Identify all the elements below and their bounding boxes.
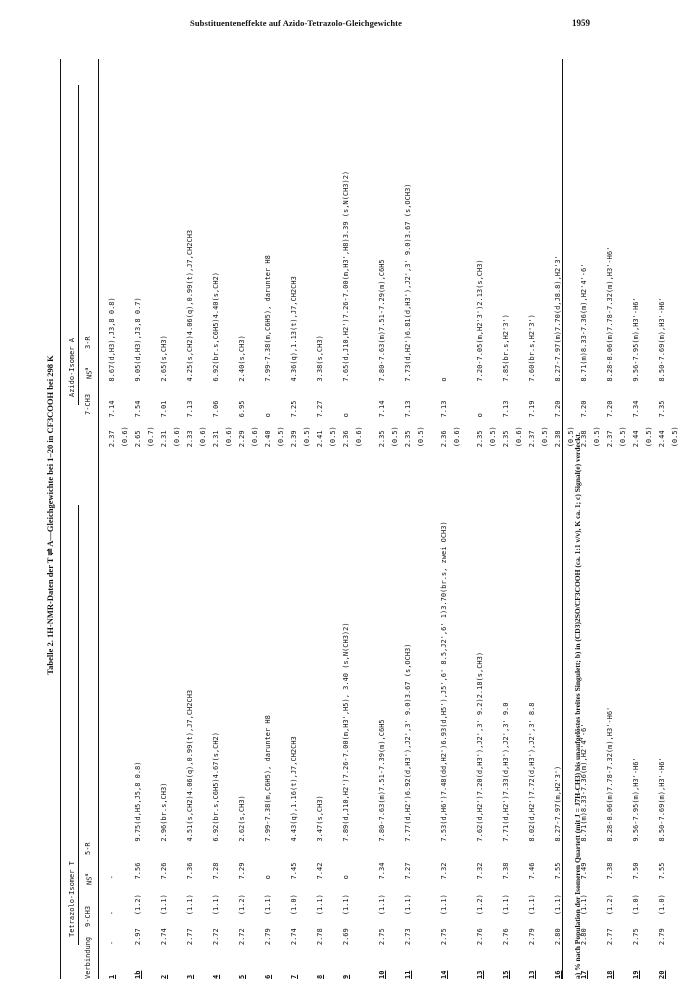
t-ns-value: (1.1)	[212, 894, 220, 916]
t-ch3-value: 2.73	[404, 928, 412, 946]
table-row	[656, 59, 682, 979]
a-ch3-value: 2.35 (0.5)	[378, 426, 399, 448]
a-r-signals: 7.99-7.38(m,C6H5), darunter H8	[264, 255, 272, 382]
t-r-signals: 8.02(d,H2')7.72(d,H3'),J2',3' 8.8	[528, 702, 536, 842]
compound-number: 11	[404, 970, 412, 979]
a-ch3-value: 2.31 (0.6)	[212, 426, 233, 448]
rotated-table	[44, 45, 679, 985]
t-r-signals: 4.43(q),1.16(t),J7,CH2CH3	[290, 736, 298, 842]
a-ch3-value: 2.39 (0.5)	[290, 426, 311, 448]
a-ns-value: 7.19	[528, 400, 536, 418]
a-ch3-value: 2.41 (0.5)	[316, 426, 337, 448]
running-title: Substituenteneffekte auf Azido-Tetrazolo-Gleichgewichte	[190, 18, 402, 28]
page-number: 1959	[572, 18, 590, 28]
a-ns-value: 7.06	[212, 400, 220, 418]
t-r-signals: 8.71(m)8.33-7.36(m),H2'4'-6'	[580, 723, 588, 842]
t-r-signals: 2.62(s,CH3)	[238, 795, 246, 842]
compound-number: 7	[290, 974, 298, 979]
a-ns-value: 7.13	[404, 400, 412, 418]
t-ch3-value: 2.74	[160, 928, 168, 946]
compound-number: 14	[440, 970, 448, 979]
table-body	[106, 59, 682, 979]
t-r-signals: 3.47(s,CH3)	[316, 795, 324, 842]
table-row	[402, 59, 428, 979]
a-ch3-value: 2.35 (0.5)	[404, 426, 425, 448]
t-5r-value: 7.38	[502, 862, 510, 880]
compound-number: 8	[316, 974, 324, 979]
a-r-signals: 4.36(q),1.13(t),J7,CH2CH3	[290, 276, 298, 382]
compound-number: 1	[108, 974, 116, 979]
a-ns-value: 7.13	[502, 400, 510, 418]
t-ns-value: (1.1)	[440, 894, 448, 916]
a-r-signals: 7.73(d,H2')6.81(d,H3'),J2',3' 9.0)3.67 (s,OCH3)	[404, 183, 412, 382]
t-r-signals: 7.53(d,H6')7.48(dd,H2')6.93(d,H5'),J5',6' 8.5,J2',6' 1)3.70(br.s, zwei OCH3)	[440, 521, 448, 842]
a-ns-value: o	[342, 413, 350, 418]
t-r-signals: 7.99-7.38(m,C6H5), darunter H8	[264, 715, 272, 842]
page-header	[40, 18, 600, 32]
t-5r-value: 7.32	[440, 862, 448, 880]
column-header-t-ns	[84, 874, 93, 885]
t-ns-value: (1.0)	[658, 894, 666, 916]
a-r-signals: 8.28-8.06(m)7.78-7.32(m),H3'-H6'	[606, 246, 614, 382]
t-ch3-value: 2.76	[476, 928, 484, 946]
t-r-signals: 8.28-8.06(m)7.78-7.32(m),H3'-H6'	[606, 706, 614, 842]
t-ch3-value: 2.79	[264, 928, 272, 946]
table-row	[604, 59, 630, 979]
group-rule-tetrazolo	[78, 505, 79, 945]
a-ns-value: 7.34	[632, 400, 640, 418]
a-ch3-value: 2.38 (0.5)	[554, 426, 575, 448]
table-row	[340, 59, 366, 979]
t-r-signals: 9.56-7.95(m),H3'-H6'	[632, 757, 640, 842]
t-ch3-value: 2.79	[528, 928, 536, 946]
a-r-signals: 4.25(s,CH2)4.06(q),0.99(t),J7,CH2CH3	[186, 229, 194, 382]
a-ch3-value: 2.37 (0.5)	[606, 426, 627, 448]
a-ch3-value: 2.35 (0.5)	[476, 426, 497, 448]
table-row	[236, 59, 262, 979]
t-ns-sup: a	[84, 873, 90, 877]
a-ch3-value: 2.36 (0.6)	[440, 426, 461, 448]
a-ns-value: 6.95	[238, 400, 246, 418]
a-ns-value: 7.13	[440, 400, 448, 418]
compound-number: 13	[476, 970, 484, 979]
table-row	[210, 59, 236, 979]
t-ch3-value: 2.76	[502, 928, 510, 946]
t-ns-value: (1.1)	[316, 894, 324, 916]
a-ns-value: 7.14	[378, 400, 386, 418]
bottom-rule	[562, 59, 563, 979]
a-ch3-value: 2.29 (0.6)	[238, 426, 259, 448]
compound-number: 15	[502, 970, 510, 979]
a-r-signals: 8.50-7.69(m),H3'-H6'	[658, 297, 666, 382]
t-r-signals: 7.71(d,H2')7.33(d,H3'),J2',3' 9.0	[502, 702, 510, 842]
t-ns-label: NS	[85, 876, 94, 885]
compound-number: 17	[580, 970, 588, 979]
t-r-signals: 8.27-7.97(m,H2'3')	[554, 765, 562, 842]
a-ch3-value: 2.31 (0.6)	[160, 426, 181, 448]
a-r-signals: 8.27-7.97(m)7.70(d,J8.8),H2'3'	[554, 255, 562, 382]
a-ch3-value: 2.37 (0.6)	[108, 426, 129, 448]
compound-number: 18	[606, 970, 614, 979]
t-ch3-value: 2.69	[342, 928, 350, 946]
table-row	[376, 59, 402, 979]
a-r-signals: 6.92(br.s,C6H5)4.40(s,CH2)	[212, 272, 220, 382]
a-ch3-value: 2.44 (0.5)	[658, 426, 679, 448]
a-ch3-value: 2.37 (0.5)	[528, 426, 549, 448]
table-row	[526, 59, 552, 979]
table-row	[314, 59, 340, 979]
t-5r-value: 7.56	[134, 862, 142, 880]
t-5r-value: 7.27	[404, 862, 412, 880]
a-r-signals: 7.60(br.s,H2'3')	[528, 314, 536, 382]
t-ch3-value: -	[108, 940, 116, 946]
t-5r-value: o	[342, 875, 350, 880]
table-row	[158, 59, 184, 979]
a-ch3-value: 2.44 (0.5)	[632, 426, 653, 448]
compound-number: 3	[186, 974, 194, 979]
row-gap	[428, 59, 438, 979]
t-5r-value: 7.26	[160, 862, 168, 880]
t-5r-value: 7.32	[476, 862, 484, 880]
a-ns-label: NS	[85, 370, 94, 379]
a-ns-value: 7.25	[290, 400, 298, 418]
t-ns-value: (1.2)	[606, 894, 614, 916]
t-5r-value: 7.28	[212, 862, 220, 880]
a-ns-value: 7.54	[134, 400, 142, 418]
t-ns-value: (1.2)	[238, 894, 246, 916]
column-header-verbindung: Verbindung	[84, 936, 92, 979]
a-ns-value: 7.01	[160, 400, 168, 418]
a-ch3-value: 2.65 (0.7)	[134, 426, 155, 448]
t-ns-value: (1.2)	[134, 894, 142, 916]
table-row	[184, 59, 210, 979]
t-ns-value: (1.1)	[378, 894, 386, 916]
compound-number: 9	[342, 974, 350, 979]
a-ch3-value: 2.33 (0.6)	[186, 426, 207, 448]
column-header-a-3r: 3-R	[84, 336, 92, 349]
a-r-signals: 2.40(s,CH3)	[238, 335, 246, 382]
t-5r-value: 7.34	[378, 862, 386, 880]
table-row	[132, 59, 158, 979]
a-ch3-value: 2.38 (0.5)	[580, 426, 601, 448]
t-r-signals: 8.50-7.69(m),H3'-H6'	[658, 757, 666, 842]
a-r-signals: 7.20-7.05(m,H2'3')2.13(s,CH3)	[476, 259, 484, 382]
t-ch3-value: 2.79	[658, 928, 666, 946]
compound-number: 4	[212, 974, 220, 979]
a-r-signals: 9.05(d,H3),J3,8 0.7)	[134, 297, 142, 382]
a-r-signals: 9.56-7.95(m),H3'-H6'	[632, 297, 640, 382]
a-ns-value: 7.20	[580, 400, 588, 418]
row-gap	[464, 59, 474, 979]
a-ch3-value: 2.36 (0.6)	[342, 426, 363, 448]
row-gap	[366, 59, 376, 979]
t-ch3-value: 2.97	[134, 928, 142, 946]
t-r-signals: 2.96(br.s,CH3)	[160, 782, 168, 842]
t-ns-value: (1.0)	[290, 894, 298, 916]
t-r-signals: 4.51(s,CH2)4.06(q),0.99(t),J7,CH2CH3	[186, 689, 194, 842]
a-r-signals: 8.67(d,H3),J3,8 0.8)	[108, 297, 116, 382]
table-row	[106, 59, 132, 979]
t-5r-value: 7.50	[632, 862, 640, 880]
t-5r-value: o	[264, 875, 272, 880]
a-r-signals: 7.85(br.s,H2'3')	[502, 314, 510, 382]
t-r-signals: 7.80-7.63(m)7.51-7.39(m),C6H5	[378, 719, 386, 842]
t-ns-value: (1.1)	[160, 894, 168, 916]
t-ns-value: (1.2)	[476, 894, 484, 916]
column-header-t-5r: 5-R	[84, 842, 92, 855]
a-ns-value: 7.20	[606, 400, 614, 418]
t-ch3-value: 2.72	[238, 928, 246, 946]
group-heading-tetrazolo: Tetrazolo-Isomer T	[68, 861, 76, 937]
compound-number: 19	[632, 970, 640, 979]
t-r-signals: 7.89(d,J10,H2')7.26-7.00(m,H3',H5), 3.40 (s,N(CH3)2)	[342, 622, 350, 842]
t-ch3-value: 2.74	[290, 928, 298, 946]
t-ch3-value: 2.72	[212, 928, 220, 946]
top-rule	[60, 59, 61, 979]
t-5r-value: 7.29	[238, 862, 246, 880]
a-r-signals: 3.38(s,CH3)	[316, 335, 324, 382]
t-ch3-value: 2.77	[606, 928, 614, 946]
a-ns-value: o	[264, 413, 272, 418]
a-r-signals: 7.65(d,J10,H2')7.26-7.00(m,H3',H8)3.39 (s,N(CH3)2)	[342, 170, 350, 382]
t-ch3-value: 2.75	[378, 928, 386, 946]
column-header-a-ns	[84, 368, 93, 379]
group-rule-azido	[78, 85, 79, 405]
t-5r-value: 7.42	[316, 862, 324, 880]
t-ns-value: (1.1)	[404, 894, 412, 916]
t-5r-value: 7.49	[580, 862, 588, 880]
a-r-signals: 7.80-7.63(m)7.51-7.29(m),C6H5	[378, 259, 386, 382]
table-row	[474, 59, 500, 979]
t-ns-value: (1.1)	[502, 894, 510, 916]
t-ch3-value: 2.75	[632, 928, 640, 946]
t-r-signals: 7.77(d,H2')6.92(d,H3'),J2',3' 9.0)3.67 (s,OCH3)	[404, 643, 412, 842]
column-header-t-ch3: 9-CH3	[84, 905, 92, 927]
compound-number: 20	[658, 970, 666, 979]
compound-number: 5	[238, 974, 246, 979]
table-row	[500, 59, 526, 979]
t-5r-value: 7.38	[606, 862, 614, 880]
t-ch3-value: 2.78	[316, 928, 324, 946]
t-ch3-value: 2.80	[554, 928, 562, 946]
column-header-a-ch3: 7-CH3	[84, 393, 92, 415]
t-5r-value: 7.55	[658, 862, 666, 880]
group-heading-azido: Azido-Isomer A	[68, 337, 76, 397]
compound-number: 16	[554, 970, 562, 979]
a-ns-sup: a	[84, 367, 90, 371]
t-ns-value: -	[108, 911, 116, 916]
a-ns-value: 7.14	[108, 400, 116, 418]
t-ch3-value: 2.80	[580, 928, 588, 946]
table-footnote: a) % nach Population der Isomeren Quartett (mit J = J7H-CH3) bis unaufgelöstes breites Singulett; b) in (CD3)2SO/CF3COOH (ca. 1:1 v/v), K ca. 1; c) Signal(e) verdeckt.	[573, 432, 582, 979]
table-row	[630, 59, 656, 979]
t-r-signals	[106, 447, 132, 841]
table-title: Tabelle 2. 1H-NMR-Daten der T ⇌ A—Gleichgewichte bei 1–20 in CF3COOH bei 298 K	[45, 355, 55, 675]
compound-number: 13	[528, 970, 536, 979]
t-r-signals: 7.62(d,H2')7.20(d,H3'),J2',3' 9.2)2.18(s,CH3)	[476, 651, 484, 842]
a-ch3-value: 2.35 (0.6)	[502, 426, 523, 448]
a-ns-value: 7.27	[316, 400, 324, 418]
t-ch3-value: 2.75	[440, 928, 448, 946]
t-r-signals: 9.75(d,H5,J5,8 0.8)	[134, 761, 142, 842]
a-ch3-value: 2.40 (0.5)	[264, 426, 285, 448]
a-r-signals: 2.65(s,CH3)	[160, 335, 168, 382]
a-ns-value: 7.35	[658, 400, 666, 418]
a-ns-value: o	[476, 413, 484, 418]
t-r-signals: 6.92(br.s,C6H5)4.67(s,CH2)	[212, 732, 220, 842]
t-ns-value: (1.0)	[632, 894, 640, 916]
compound-number: 2	[160, 974, 168, 979]
t-ch3-value: 2.77	[186, 928, 194, 946]
a-ns-value: 7.20	[554, 400, 562, 418]
t-ns-value: (1.1)	[580, 894, 588, 916]
a-r-signals: 8.71(m)8.33-7.36(m),H2'4'-6'	[580, 263, 588, 382]
t-5r-value: 7.36	[186, 862, 194, 880]
t-ns-value: (1.1)	[264, 894, 272, 916]
t-ns-value: (1.1)	[528, 894, 536, 916]
a-ns-value: 7.13	[186, 400, 194, 418]
compound-number: 6	[264, 974, 272, 979]
table-row	[262, 59, 288, 979]
t-ns-value: (1.1)	[186, 894, 194, 916]
t-5r-value: 7.45	[290, 862, 298, 880]
table-row	[438, 59, 464, 979]
t-ns-value: (1.1)	[342, 894, 350, 916]
compound-number: 1b	[134, 970, 142, 979]
t-ns-value: (1.1)	[554, 894, 562, 916]
t-5r-value: 7.55	[554, 862, 562, 880]
header-rule	[98, 59, 99, 979]
table-row	[288, 59, 314, 979]
t-5r-value: -	[108, 875, 116, 880]
a-r-signals: o	[440, 377, 448, 382]
t-5r-value: 7.46	[528, 862, 536, 880]
compound-number: 10	[378, 970, 386, 979]
